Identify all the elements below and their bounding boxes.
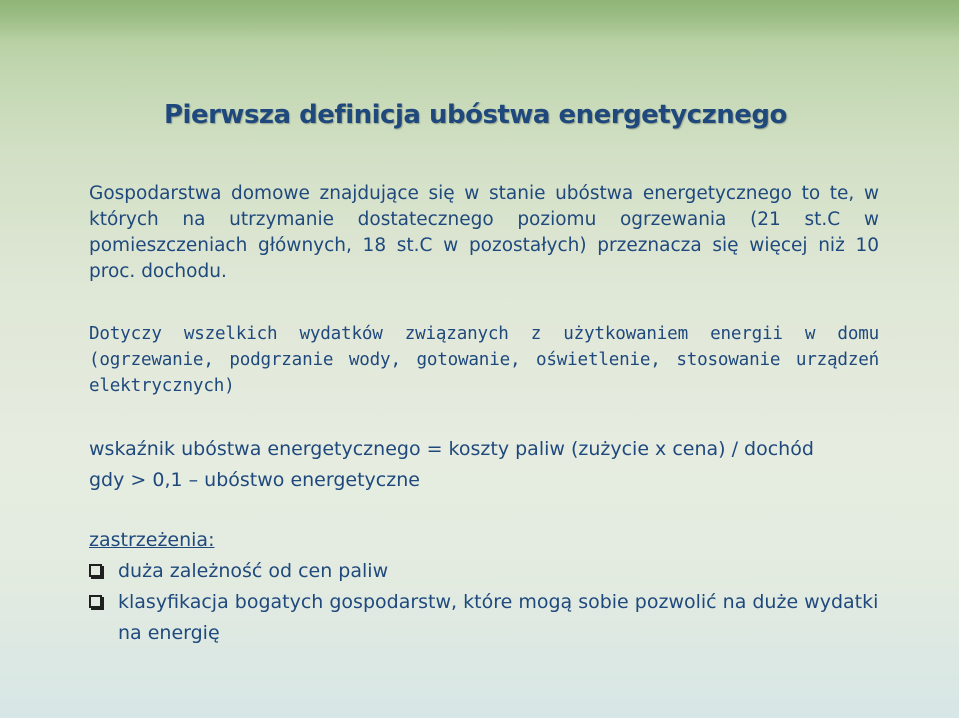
reservations-label: zastrzeżenia: [89, 529, 215, 551]
top-gradient-band [0, 0, 959, 40]
reservations-section [89, 525, 879, 649]
slide-title: Pierwsza definicja ubóstwa energetycznego [164, 100, 787, 130]
definition-paragraph: Gospodarstwa domowe znajdujące się w stanie ubóstwa energetycznego to te, w których na utrzymanie dostatecznego poziomu ogrzewania (21 st.C w pomieszczeniach głównych, 18 st.C w pozostałych) przeznacza się więcej niż 10 proc. dochodu. [89, 183, 879, 282]
threshold-line: gdy > 0,1 – ubóstwo energetyczne [89, 469, 420, 491]
checkbox-bullet-icon [89, 595, 102, 608]
list-item [89, 556, 879, 587]
list-item-text: klasyfikacja bogatych gospodarstw, które mogą sobie pozwolić na duże wydatki na energię [118, 591, 879, 644]
list-item-text: duża zależność od cen paliw [118, 560, 389, 582]
scope-paragraph: Dotyczy wszelkich wydatków związanych z użytkowaniem energii w domu (ogrzewanie, podgrzanie wody, gotowanie, oświetlenie, stosowanie urządzeń elektrycznych) [89, 324, 879, 396]
checkbox-bullet-icon [89, 564, 102, 577]
formula-block [89, 434, 879, 496]
list-item [89, 587, 879, 649]
formula-line: wskaźnik ubóstwa energetycznego = koszty paliw (zużycie x cena) / dochód [89, 438, 814, 460]
